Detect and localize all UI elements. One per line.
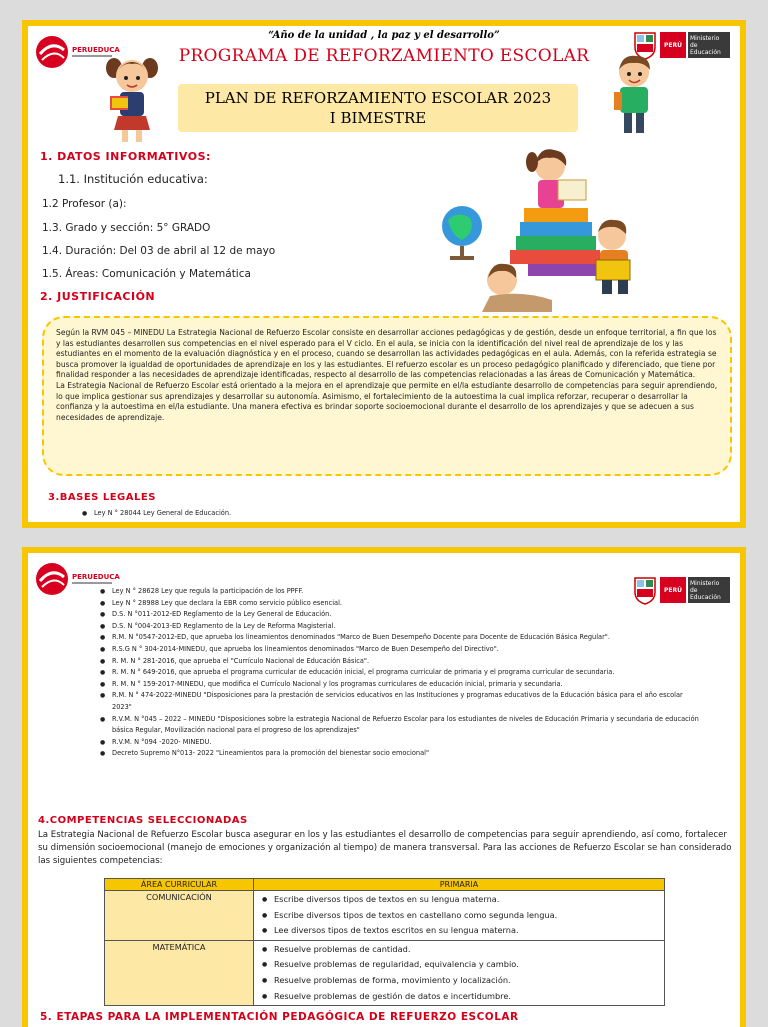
competencia-item: ● Resuelve problemas de forma, movimiento y localización.: [258, 973, 660, 989]
datos-item: 1.1. Institución educativa:: [58, 172, 208, 186]
section-4-title: 4.COMPETENCIAS SELECCIONADAS: [38, 815, 248, 826]
competencias-cell: [254, 891, 665, 941]
list-item: ● R.M. N ° 474-2022-MINEDU "Disposiciones para la prestación de servicios educativos en las Instituciones y programas educativos de la Educación básica para el año escolar 2023": [64, 690, 704, 713]
list-item: ● R.V.M. N °045 – 2022 – MINEDU "Disposiciones sobre la estrategia Nacional de Refuerzo Escolar para los estudiantes de niveles de Educación Primaria y secundaria de educación básica Regular, Movilización nacional para el progreso de los aprendizajes": [64, 714, 704, 737]
competencia-item: ● Resuelve problemas de regularidad, equivalencia y cambio.: [258, 957, 660, 973]
ministry-name: Ministerio de Educación: [688, 32, 730, 58]
area-cell: MATEMÁTICA: [105, 940, 254, 1005]
list-item: ● R. M. N ° 649-2016, que aprueba el programa curricular de educación inicial, el programa curricular de primaria y el programa curricular de secundaria.: [64, 667, 704, 679]
datos-item: 1.4. Duración: Del 03 de abril al 12 de mayo: [42, 245, 276, 257]
list-item: ● R.V.M. N °094 -2020- MINEDU.: [64, 737, 704, 749]
table-header: ÁREA CURRICULAR: [105, 879, 254, 891]
list-item: ● D.S. N °004-2013-ED Reglamento de la Ley de Reforma Magisterial.: [64, 621, 704, 633]
table-row: [105, 940, 665, 1005]
competencia-item: ● Resuelve problemas de gestión de datos e incertidumbre.: [258, 989, 660, 1005]
justificacion-paragraph-2: La Estrategia Nacional de Refuerzo Escolar está orientado a la mejora en el aprendizaje que permite en el/la estudiante desarrollo de competencias para seguir aprendiendo, lo que implica gestionar sus aprendizajes y desarrollar su autonomía. Asimismo, el fortalecimiento de la autoestima la cual implica reforzar, recuperar o desarrollar la confianza y la autoestima en el/la estudiante. Una manera efectiva es brindar soporte socioemocional durante el desarrollo de los aprendizajes y que se adecuen a sus necesidades de aprendizaje.: [56, 380, 718, 422]
datos-item: 1.5. Áreas: Comunicación y Matemática: [42, 268, 251, 280]
document-page-1: [22, 20, 746, 528]
area-cell: COMUNICACIÓN: [105, 891, 254, 941]
competencia-item: ● Escribe diversos tipos de textos en castellano como segunda lengua.: [258, 908, 660, 924]
list-item: ● R. M. N ° 281-2016, que aprueba el "Currículo Nacional de Educación Básica".: [64, 656, 704, 668]
competencia-item: ● Escribe diversos tipos de textos en su lengua materna.: [258, 892, 660, 908]
program-title: PROGRAMA DE REFORZAMIENTO ESCOLAR: [178, 46, 590, 66]
logo-text: PERUEDUCA: [72, 46, 120, 54]
ministry-peru: PERÚ: [660, 32, 686, 58]
plan-title-banner: [178, 84, 578, 132]
document-page-2: [22, 547, 746, 1027]
list-item: ● R.M. N °0547-2012-ED, que aprueba los lineamientos denominados "Marco de Buen Desempeño Docente para Docente de Educación Básica Regular".: [64, 632, 704, 644]
competencias-intro: La Estrategia Nacional de Refuerzo Escolar busca asegurar en los y las estudiantes el desarrollo de competencias para seguir aprendiendo, así como, fortalecer su dimensión socioemocional (manejo de emociones y organización al tiempo) de manera transversal. Para las acciones de Refuerzo Escolar se han considerado las siguientes competencias:: [38, 830, 732, 866]
year-motto: “Año de la unidad , la paz y el desarrollo”: [268, 30, 500, 41]
datos-item: 1.2 Profesor (a):: [42, 198, 127, 210]
competencia-item: ● Resuelve problemas de cantidad.: [258, 942, 660, 958]
competencia-item: ● Lee diversos tipos de textos escritos en su lengua materna.: [258, 923, 660, 939]
table-row: [105, 891, 665, 941]
list-item: ● Decreto Supremo N°013- 2022 "Lineamientos para la promoción del bienestar socio emocional": [64, 748, 704, 760]
section-3-title: 3.BASES LEGALES: [48, 492, 156, 503]
competencias-cell: [254, 940, 665, 1005]
bases-legales-list-p1: [46, 508, 706, 520]
list-item: ● D.S. N °011-2012-ED Reglamento de la Ley General de Educación.: [64, 609, 704, 621]
list-item: ● R.S.G N ° 304-2014-MINEDU, que aprueba los lineamientos denominados "Marco de Buen Desempeño del Directivo".: [64, 644, 704, 656]
bases-legales-list-p2: [64, 586, 704, 760]
section-1-title: 1. DATOS INFORMATIVOS:: [40, 150, 211, 163]
ministry-name: Ministerio de Educación: [688, 577, 730, 603]
list-item: ● R. M. N ° 159-2017-MINEDU, que modifica el Currículo Nacional y los programas curriculares de educación inicial, primaria y secundaria.: [64, 679, 704, 691]
section-2-title: 2. JUSTIFICACIÓN: [40, 290, 156, 303]
logo-text: PERUEDUCA: [72, 573, 120, 581]
table-header: PRIMARIA: [254, 879, 665, 891]
section-5-title: 5. ETAPAS PARA LA IMPLEMENTACIÓN PEDAGÓGICA DE REFUERZO ESCOLAR: [40, 1011, 519, 1023]
datos-item: 1.3. Grado y sección: 5° GRADO: [42, 222, 211, 234]
ministry-peru: PERÚ: [660, 577, 686, 603]
competencias-table: [104, 878, 665, 1006]
justificacion-paragraph-1: Según la RVM 045 – MINEDU La Estrategia Nacional de Refuerzo Escolar consiste en desarrollar acciones pedagógicas y de gestión, desde un enfoque territorial, a fin que los y las estudiantes desarrollen sus competencias en el nivel esperado para el V ciclo. En el aula, se inicia con la identificación del nivel real de aprendizaje de los y las estudiantes en el momento de la evaluación diagnóstica y en el proceso, cuando se desarrollan las actividades pedagógicas en el aula. Además, con la referida estrategia se busca promover la igualdad de oportunidades de aprendizaje en los y las estudiantes. El refuerzo escolar es un proceso pedagógico planificado y diferenciado, que tiene por finalidad responder a las necesidades de aprendizaje identificadas, respecto al desarrollo de las competencias relacionadas a las áreas de Comunicación y Matemática.: [56, 328, 717, 380]
list-item: ● Ley N ° 28044 Ley General de Educación.: [46, 508, 706, 520]
children-reading-illustration: [432, 140, 650, 312]
plan-subtitle: I BIMESTRE: [329, 109, 427, 127]
boy-student-illustration: [610, 52, 658, 138]
justificacion-box: [42, 316, 732, 476]
plan-title: PLAN DE REFORZAMIENTO ESCOLAR 2023: [204, 89, 552, 107]
list-item: ● Ley N ° 28988 Ley que declara la EBR como servicio público esencial.: [64, 598, 704, 610]
girl-student-illustration: [100, 50, 164, 146]
list-item: ● Ley N ° 28628 Ley que regula la participación de los PPFF.: [64, 586, 704, 598]
